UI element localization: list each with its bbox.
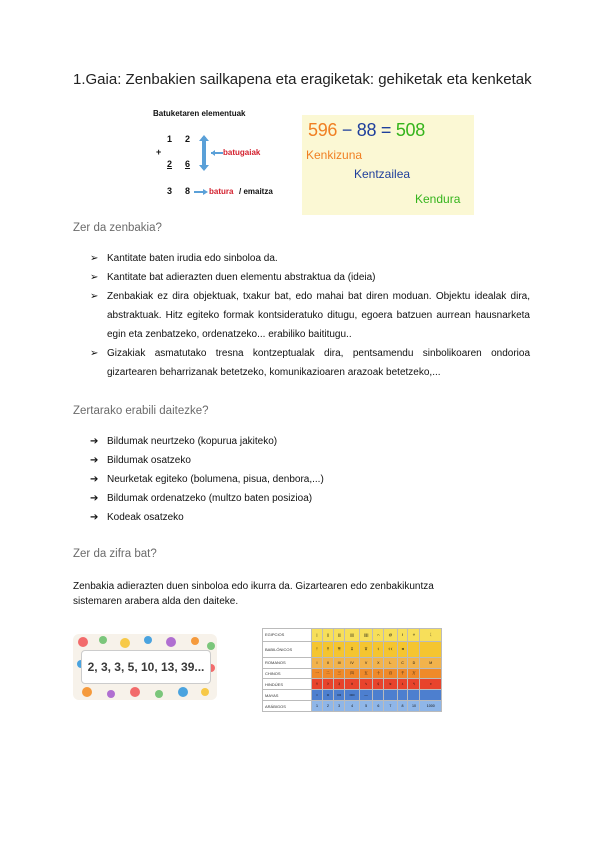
table-cell: D [408,657,420,668]
table-cell: L [384,657,397,668]
table-cell: 8 [397,701,408,712]
table-row [263,690,442,701]
table-cell: 𓆼 [420,629,442,642]
paragraph: Zenbakia adierazten duen sinboloa edo ikurra da. Gizartearen edo zenbakikuntza sistemaren arabera alda den daiteke. [73,581,434,607]
digit: 2 [167,159,173,169]
table-cell: || [322,629,333,642]
definition-list [90,249,530,382]
table-cell: | [312,629,323,642]
table-row [263,657,442,668]
arrow-right-icon [194,189,208,195]
table-cell: •••• [345,690,359,701]
list-item-text: Neurketak egiteko (bolumena, pisua, denbora,...) [107,474,324,485]
table-row [263,629,442,642]
list-item [90,432,490,451]
table-cell: 𒈫 [322,641,333,657]
addition-elements-figure [147,103,295,201]
list-item-text: Bildumak neurtzeko (kopurua jakiteko) [107,436,278,447]
table-cell: ४ [345,679,359,690]
digit: 2 [185,134,191,144]
table-cell: ५ [359,679,373,690]
list-item-text: Bildumak ordenatzeko (multzo baten posizioa) [107,493,313,504]
table-cell [420,641,442,657]
table-cell: |||| [345,629,359,642]
table-cell: • [312,690,323,701]
arrow-right-icon: ➔ [90,512,99,523]
list-item [90,489,490,508]
digit: 1 [167,134,173,144]
table-cell: 2 [322,701,333,712]
table-cell: ℓ [397,629,408,642]
table-cell: 1 [312,701,323,712]
table-cell: I [312,657,323,668]
batura-label: batura [209,187,234,196]
table-cell: ० [420,679,442,690]
arrowhead-icon: ➢ [90,291,99,302]
minuend: 596 [308,120,338,140]
table-cell: C [397,657,408,668]
row-label: CHINOS [263,668,312,679]
emaitza-label: / emaitza [239,187,273,196]
kenkizuna-label: Kenkizuna [306,148,363,162]
numeral-systems-table [262,628,442,712]
table-cell: २ [322,679,333,690]
row-label: EGIPCIOS [263,629,312,642]
batugaiak-label: batugaiak [223,148,261,157]
table-cell: 7 [384,701,397,712]
list-item [90,344,530,382]
table-cell: 五 [359,668,373,679]
subtraction-figure [302,115,474,215]
arrowhead-icon: ➢ [90,253,99,264]
table-cell: 𒐈 [333,641,344,657]
arrow-right-icon: ➔ [90,474,99,485]
table-cell: ८ [397,679,408,690]
table-cell [420,690,442,701]
table-cell: ७ [384,679,397,690]
arrow-right-icon: ➔ [90,455,99,466]
digit: 6 [185,159,191,169]
kendura-label: Kendura [415,192,461,206]
list-item-text: Kantitate baten irudia edo sinboloa da. [107,253,278,264]
numbers-illustration [73,634,217,700]
row-label: HINDÚES [263,679,312,690]
table-cell: 𒐊 [359,641,373,657]
numbers-sequence: 2, 3, 3, 5, 10, 13, 39... [81,650,211,684]
table-cell: 3 [333,701,344,712]
table-cell: X [373,657,384,668]
section-heading: Zer da zenbakia? [73,222,162,234]
purpose-list [90,432,490,527]
table-cell: 𒌋𒌋 [384,641,397,657]
list-item [90,508,490,527]
subtrahend: 88 [356,120,377,140]
table-cell: 四 [345,668,359,679]
row-label: ARÁBIGOS [263,701,312,712]
list-item [90,451,490,470]
table-cell: 千 [397,668,408,679]
table-row [263,641,442,657]
table-cell: 万 [408,668,420,679]
arrowhead-icon: ➢ [90,348,99,359]
table-cell: 10 [408,701,420,712]
difference: 508 [395,120,425,140]
table-cell: ◄ [397,641,408,657]
table-cell: ६ [373,679,384,690]
table-cell: 4 [345,701,359,712]
row-label: MAYAS [263,690,312,701]
table-cell: ☥ [408,629,420,642]
table-cell: ∩ [373,629,384,642]
table-cell: IV [345,657,359,668]
table-cell [373,690,384,701]
table-cell: 一 [312,668,323,679]
list-item-text: Bildumak osatzeko [107,455,191,466]
table-cell: १ [312,679,323,690]
table-cell: ९ [408,679,420,690]
equals-sign: = [380,120,392,140]
table-cell: ||||| [359,629,373,642]
table-row [263,668,442,679]
table-cell: — [359,690,373,701]
digit: 8 [185,186,191,196]
table-cell: 𒁹 [312,641,323,657]
table-cell [420,668,442,679]
list-item-text: Kantitate bat adierazten duen elementu abstraktua da (ideia) [107,272,376,283]
arrow-right-icon: ➔ [90,493,99,504]
row-label: ROMANOS [263,657,312,668]
table-cell [384,690,397,701]
table-cell: 𒌋 [373,641,384,657]
table-cell: ३ [333,679,344,690]
plus-sign: + [156,147,162,157]
table-cell: ••• [333,690,344,701]
kentzailea-label: Kentzailea [354,167,411,181]
table-cell: 1000 [420,701,442,712]
table-cell: 5 [359,701,373,712]
list-item-text: Kodeak osatzeko [107,512,184,523]
table-cell: @ [384,629,397,642]
section-heading: Zertarako erabili daitezke? [73,405,209,417]
table-cell: ||| [333,629,344,642]
list-item [90,249,530,268]
table-cell: 6 [373,701,384,712]
table-cell: M [420,657,442,668]
table [262,628,442,712]
table-cell: V [359,657,373,668]
list-item-text: Gizakiak asmatutako tresna kontzeptualak dira, pentsamendu sinbolikoaren ondorioa gizartearen beharrizanak betetzeko, komunikazioaren arazoak betetzeko,... [107,348,530,378]
table-row [263,679,442,690]
figure-title: Batuketaren elementuak [153,109,246,118]
list-item [90,268,530,287]
table-cell: 三 [333,668,344,679]
table-cell [408,641,420,657]
table-cell: •• [322,690,333,701]
table-cell [408,690,420,701]
list-item [90,287,530,344]
subtraction-equation [308,120,425,141]
row-label: BABILÓNICOS [263,641,312,657]
table-cell: 十 [373,668,384,679]
arrow-right-icon: ➔ [90,436,99,447]
table-cell: 百 [384,668,397,679]
table-cell: III [333,657,344,668]
page-title: 1.Gaia: Zenbakien sailkapena eta eragiketak: gehiketak eta kenketak [73,71,532,88]
table-cell [397,690,408,701]
digit: 3 [167,186,173,196]
section-heading: Zer da zifra bat? [73,548,157,560]
table-cell: 二 [322,668,333,679]
table-row [263,701,442,712]
table-cell: 𒐉 [345,641,359,657]
table-cell: II [322,657,333,668]
list-item-text: Zenbakiak ez dira objektuak, txakur bat, edo mahai bat diren moduan. Objektu idealak dira, abstraktuak. Hitz egiteko formak kontsideratuko ditugu, egoera batzuen aurrean hausnarketa egin eta zenbatzeko, ordenatzeko... erabiliko baititugu.. [107,291,530,340]
list-item [90,470,490,489]
minus-sign: − [341,120,353,140]
arrowhead-icon: ➢ [90,272,99,283]
